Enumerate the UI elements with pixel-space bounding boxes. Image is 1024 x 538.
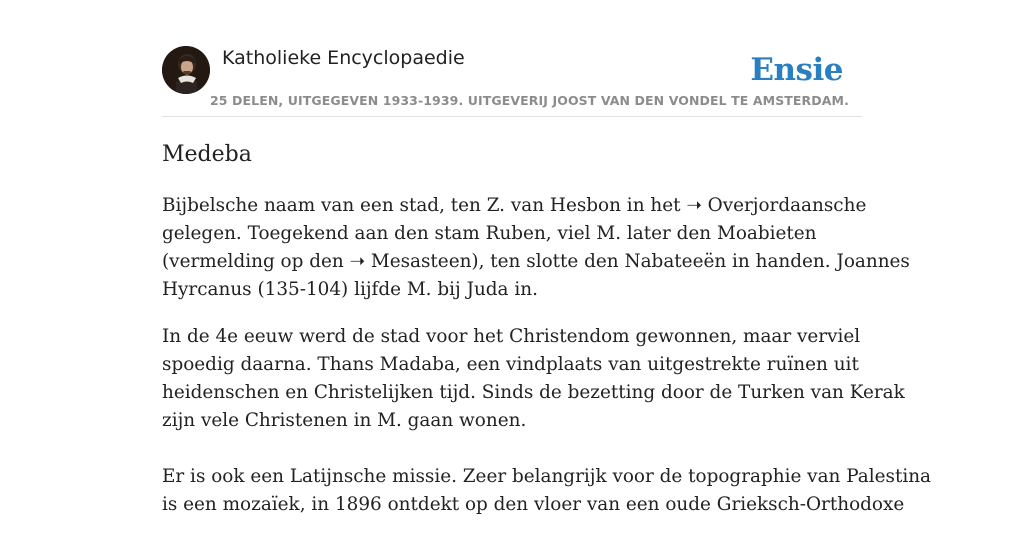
text-line xyxy=(162,407,862,435)
text-run: In de 4e eeuw werd de stad voor het Christendom gewonnen, maar verviel xyxy=(162,326,861,347)
text-run: Hyrcanus (135-104) lijfde M. bij Juda in. xyxy=(162,279,538,300)
site-subtitle: 25 DELEN, UITGEGEVEN 1933-1939. UITGEVERIJ JOOST VAN DEN VONDEL TE AMSTERDAM. xyxy=(210,93,849,108)
text-line xyxy=(162,323,862,351)
text-line xyxy=(162,491,905,519)
paragraph-1 xyxy=(162,192,910,304)
text-line xyxy=(162,248,910,276)
text-run: gelegen. Toegekend aan den stam Ruben, viel M. later den Moabieten xyxy=(162,223,817,244)
xref-link-mesasteen[interactable]: ➝ Mesasteen xyxy=(349,251,472,272)
text-run: (vermelding op den xyxy=(162,251,350,272)
paragraph-2 xyxy=(162,323,905,435)
text-line xyxy=(162,276,862,304)
text-run: spoedig daarna. Thans Madaba, een vindplaats van uitgestrekte ruïnen uit xyxy=(162,354,859,375)
text-run: Er is ook een Latijnsche missie. Zeer belangrijk voor de topographie van Palestina xyxy=(162,466,932,487)
text-run: Bijbelsche naam van een stad, ten Z. van Hesbon in het xyxy=(162,195,687,216)
text-line xyxy=(162,463,932,491)
text-run: ), ten slotte den Nabateeën in handen. Joannes xyxy=(471,251,910,272)
avatar[interactable] xyxy=(162,46,210,94)
page-title: Medeba xyxy=(162,142,252,167)
paragraph-3 xyxy=(162,463,932,519)
site-header xyxy=(162,0,862,117)
site-title[interactable]: Katholieke Encyclopaedie xyxy=(222,47,465,69)
text-line xyxy=(162,351,862,379)
article-body xyxy=(162,192,932,538)
brand-logo[interactable]: Ensie xyxy=(750,52,843,88)
text-line xyxy=(162,220,862,248)
xref-link-overjordaansche[interactable]: ➝ Overjordaansche xyxy=(686,195,867,216)
portrait-icon xyxy=(162,46,210,94)
text-run: heidenschen en Christelijken tijd. Sinds de bezetting door de Turken van Kerak xyxy=(162,382,905,403)
text-line xyxy=(162,192,867,220)
text-run: is een mozaïek, in 1896 ontdekt op den vloer van een oude Grieksch-Orthodoxe xyxy=(162,494,905,515)
text-run: zijn vele Christenen in M. gaan wonen. xyxy=(162,410,527,431)
page xyxy=(162,0,932,515)
text-line xyxy=(162,379,905,407)
